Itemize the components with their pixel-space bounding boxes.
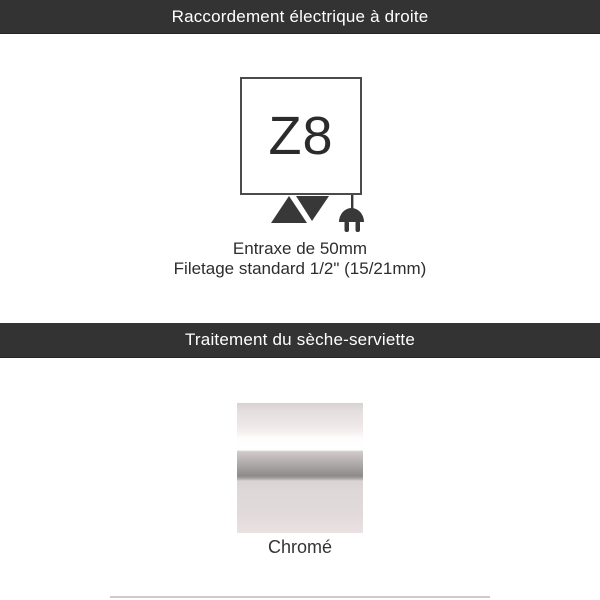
- section-header-electrical: [0, 0, 600, 34]
- caption-filetage: Filetage standard 1/2" (15/21mm): [173, 259, 427, 278]
- power-plug-icon: [339, 195, 364, 232]
- section-header-electrical-label: Raccordement électrique à droite: [171, 6, 429, 26]
- radiator-schematic-box: [240, 77, 362, 195]
- section-header-finish: [0, 323, 600, 358]
- next-section-cutoff-edge: [110, 596, 490, 598]
- finish-name-label: Chromé: [267, 537, 333, 557]
- chrome-finish-swatch: [237, 403, 363, 533]
- section-header-finish-label: Traitement du sèche-serviette: [184, 330, 416, 349]
- diagram-caption: [0, 239, 600, 279]
- connection-icon-strip: [240, 195, 366, 235]
- model-label: Z8: [268, 106, 334, 166]
- caption-entraxe: Entraxe de 50mm: [232, 239, 368, 258]
